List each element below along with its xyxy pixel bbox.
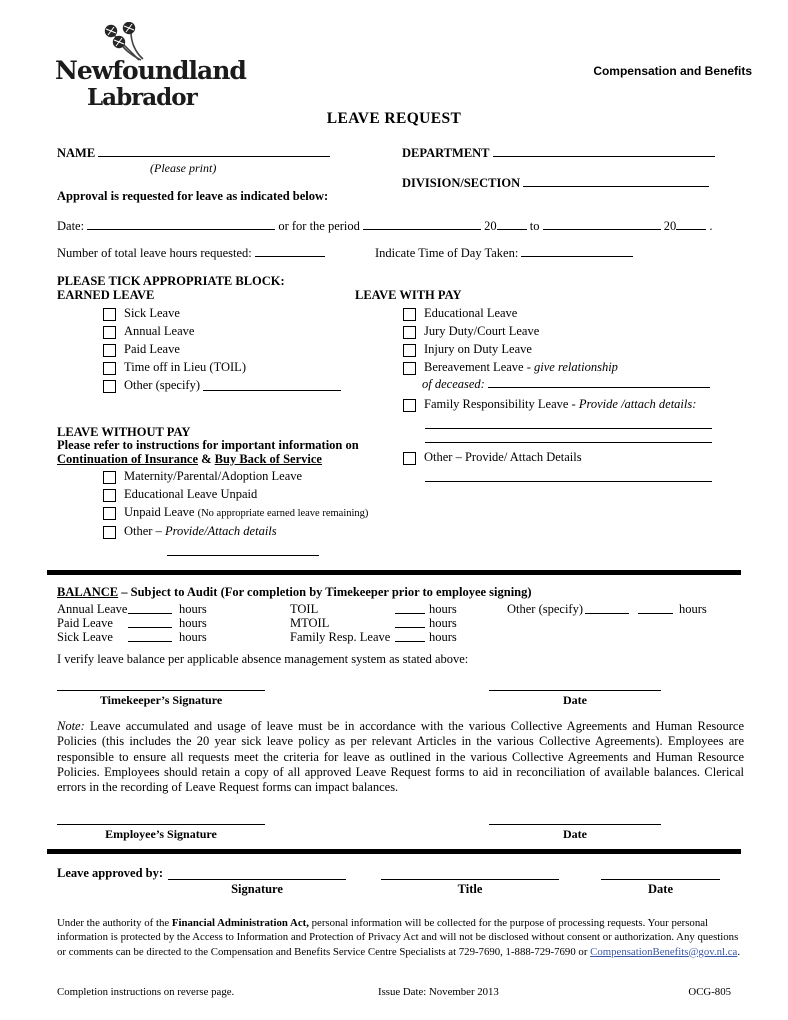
paid-leave-checkbox[interactable] [103,344,116,357]
buy-back-of-service-label: Buy Back of Service [214,451,322,466]
sick-leave-label: Sick Leave [124,305,180,320]
checkbox-item-maternity [103,470,355,484]
checkbox-item-injury-on-duty [403,343,741,357]
checkbox-item-lwp-other [403,451,741,465]
checkbox-item-educational-leave [403,307,741,321]
checkbox-item-jury-duty [403,325,741,339]
family-resp-unit: hours [429,629,457,644]
educational-leave-label: Educational Leave [424,305,518,320]
government-logo [55,22,246,111]
issue-date-text: Issue Date: November 2013 [378,986,499,998]
approver-title-label: Title [457,882,483,896]
section-divider-top [47,570,741,575]
bereavement-label: Bereavement Leave - give relationship [424,359,618,374]
brand-name-line2: Labrador [87,84,197,111]
leave-approved-by-label: Leave approved by: [57,866,164,880]
timekeeper-date-label: Date [563,693,587,707]
family-resp-balance-label: Family Resp. Leave [290,629,391,644]
earned-other-checkbox[interactable] [103,380,116,393]
earned-leave-heading: EARNED LEAVE [57,288,155,302]
continuation-of-insurance-label: Continuation of Insurance [57,451,198,466]
sick-leave-hours-line[interactable] [128,630,172,642]
educational-unpaid-label: Educational Leave Unpaid [124,487,258,501]
checkbox-item-sick-leave [103,307,355,321]
brand-name-line1: Newfoundland [55,56,246,85]
section-divider-bottom [47,849,741,854]
annual-leave-unit: hours [179,602,207,616]
annual-leave-label: Annual Leave [124,323,195,338]
balance-row-3 [57,630,744,644]
privacy-text-rest: personal information will be collected for the purpose of processing requests. Your personal information is protected by the Access to Information and Protection of Privacy Act and will not be disclosed without consent or authorization. Any questions or comments can be directed to the Compensation and Benefits Service Centre Specialists at 729-7690, 1-888-729-7690 or [57,917,739,958]
lwp-other-details-line[interactable] [425,467,712,482]
compensation-benefits-email-link[interactable]: CompensationBenefits@gov.nl.ca [590,945,738,958]
checkbox-item-lwop-other [103,525,355,539]
approver-date-block[interactable] [601,879,720,897]
mtoil-balance-label: MTOIL [290,615,330,630]
toil-label: Time off in Lieu (TOIL) [124,359,246,374]
division-row [402,175,709,191]
approver-date-label: Date [648,882,673,896]
or-for-period-label: or for the period [278,219,360,233]
year-to-line[interactable] [676,218,706,230]
unpaid-leave-note: (No appropriate earned leave remaining) [197,508,369,519]
educational-unpaid-checkbox[interactable] [103,489,116,502]
name-row [57,145,330,161]
approval-instruction: Approval is requested for leave as indicated below: [57,189,329,203]
annual-leave-balance-label: Annual Leave [57,602,128,616]
division-label: DIVISION/SECTION [402,176,521,190]
date-row [57,218,713,234]
name-line[interactable] [98,145,330,157]
employee-signature-label: Employee’s Signature [105,827,217,841]
paid-leave-label: Paid Leave [124,341,180,356]
lwp-other-label: Other – Provide/ Attach Details [424,449,582,464]
note-label: Note: [57,719,85,733]
employee-date-block[interactable] [489,824,661,842]
sick-leave-checkbox[interactable] [103,308,116,321]
form-title: LEAVE REQUEST [326,110,462,127]
employee-date-label: Date [563,827,587,841]
timekeeper-signature-label: Timekeeper’s Signature [99,693,223,707]
form-number: OCG-805 [688,986,731,998]
balance-other-specify-line[interactable] [585,602,629,614]
approver-title-block[interactable] [381,879,559,897]
approver-signature-block[interactable] [168,879,346,897]
time-of-day-line[interactable] [521,245,633,257]
ampersand: & [201,451,212,466]
privacy-text-pre: Under the authority of the [57,917,170,929]
earned-other-line[interactable] [203,379,341,391]
lwop-other-line[interactable] [167,539,319,556]
injury-on-duty-checkbox[interactable] [403,344,416,357]
date-label: Date: [57,219,85,233]
tick-block-header: PLEASE TICK APPROPRIATE BLOCK: [57,274,285,288]
lwop-instruction-line1: Please refer to instructions for important information on [57,438,359,452]
note-paragraph [57,719,744,795]
balance-heading: BALANCE – Subject to Audit (For completion by Timekeeper prior to employee signing) [57,585,532,599]
checkbox-item-earned-other [103,379,355,393]
of-deceased-label: of deceased: [422,376,485,391]
timekeeper-date-block[interactable] [489,690,661,708]
lwop-instruction-line2 [57,453,355,467]
privacy-statement [57,916,745,959]
checkbox-item-paid-leave [103,343,355,357]
mtoil-hours-line[interactable] [395,616,425,628]
lwop-other-checkbox[interactable] [103,526,116,539]
balance-row-2 [57,616,744,630]
checkbox-item-family-responsibility [403,398,741,412]
annual-leave-checkbox[interactable] [103,326,116,339]
employee-signature-block[interactable] [57,824,265,842]
time-of-day-row [375,245,633,261]
annual-leave-hours-line[interactable] [128,602,172,614]
balance-table [57,602,744,643]
unpaid-leave-checkbox[interactable] [103,507,116,520]
date-line[interactable] [87,218,275,230]
footer-left-text: Completion instructions on reverse page. [57,986,235,998]
checkbox-item-unpaid-leave [103,505,369,521]
time-of-day-label: Indicate Time of Day Taken: [375,246,519,260]
toil-unit: hours [429,602,457,616]
leave-with-pay-heading: LEAVE WITH PAY [355,288,462,302]
year-from-line[interactable] [497,218,527,230]
privacy-text-end: . [737,945,741,958]
maternity-checkbox[interactable] [103,471,116,484]
jury-duty-checkbox[interactable] [403,326,416,339]
toil-balance-label: TOIL [290,602,319,616]
bereavement-checkbox[interactable] [403,362,416,375]
approver-signature-label: Signature [231,882,283,896]
leave-type-columns [57,289,741,556]
period-to-line[interactable] [543,218,661,230]
left-column [57,288,369,556]
department-row [402,145,715,161]
period-from-line[interactable] [363,218,481,230]
paid-leave-unit: hours [179,615,207,630]
to-label: to [529,219,540,233]
please-print-hint: (Please print) [150,161,217,175]
toil-checkbox[interactable] [103,362,116,375]
family-resp-hours-line[interactable] [395,630,425,642]
family-details-line-1[interactable] [425,415,712,429]
timekeeper-signature-block[interactable] [57,690,265,708]
total-hours-label: Number of total leave hours requested: [57,246,252,260]
toil-hours-line[interactable] [395,602,425,614]
family-responsibility-label: Family Responsibility Leave - Provide /attach details: [424,396,697,411]
paid-leave-hours-line[interactable] [128,616,172,628]
earned-other-label: Other (specify) [124,377,201,392]
mtoil-unit: hours [429,615,457,630]
deceased-relationship-line[interactable] [488,376,710,388]
balance-other-label: Other (specify) [507,602,584,616]
family-details-line-2[interactable] [425,429,712,443]
balance-section [57,585,744,643]
paid-leave-balance-label: Paid Leave [57,615,113,630]
checkbox-item-bereavement [403,361,741,375]
name-label: NAME [57,146,96,160]
year-prefix-2: 20 [663,219,677,233]
lwop-other-label: Other – Provide/Attach details [124,523,277,538]
division-line[interactable] [523,175,709,187]
jury-duty-label: Jury Duty/Court Leave [424,323,540,338]
year-prefix-1: 20 [484,219,497,233]
checkbox-item-annual-leave [103,325,355,339]
sick-leave-unit: hours [179,629,207,644]
maternity-label: Maternity/Parental/Adoption Leave [124,469,303,483]
unpaid-leave-label: Unpaid Leave (No appropriate earned leave remaining) [124,505,369,519]
checkbox-item-toil [103,361,355,375]
pitcher-plant-icon [95,22,159,62]
department-line[interactable] [493,145,715,157]
checkbox-item-educational-unpaid [103,488,355,502]
department-label: DEPARTMENT [402,146,490,160]
period-terminator: . [709,219,713,233]
total-hours-row [57,245,325,261]
financial-administration-act-label: Financial Administration Act, [171,917,309,929]
balance-other-hours-line[interactable] [638,602,673,614]
verify-statement: I verify leave balance per applicable absence management system as stated above: [57,652,469,666]
balance-row-1 [57,602,744,616]
right-column [355,289,741,482]
family-responsibility-checkbox[interactable] [403,399,416,412]
sick-leave-balance-label: Sick Leave [57,629,113,644]
balance-other-unit: hours [679,602,707,616]
note-text: Leave accumulated and usage of leave must be in accordance with the various Collective Agreements and Human Resource Policies (this includes the 20 year sick leave policy as per relevant Articles in the various Collective Agreements). Employees are responsible to ensure all requests meet the criteria for leave as outlined in the various Collective Agreements and Human Resource Policies. Employees should retain a copy of all approved Leave Request forms to aid in reconciliation of available balances. Clerical errors in the recording of Leave Request forms can impact balances. [57,719,744,795]
educational-leave-checkbox[interactable] [403,308,416,321]
division-header-label: Compensation and Benefits [593,64,752,78]
leave-without-pay-heading: LEAVE WITHOUT PAY [57,424,191,439]
total-hours-line[interactable] [255,245,325,257]
injury-on-duty-label: Injury on Duty Leave [424,341,532,356]
lwp-other-checkbox[interactable] [403,452,416,465]
bereavement-continuation [422,376,741,392]
